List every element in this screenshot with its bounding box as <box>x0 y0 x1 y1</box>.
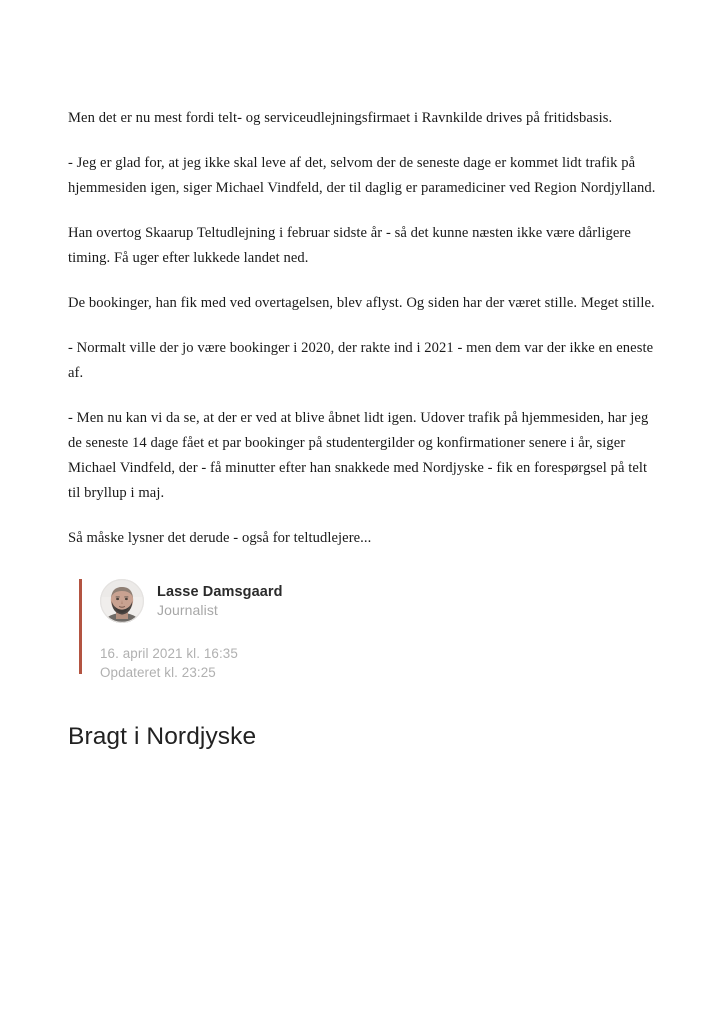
published-timestamp: 16. april 2021 kl. 16:35 <box>100 646 238 661</box>
section-heading: Bragt i Nordjyske <box>68 723 257 750</box>
author-name: Lasse Damsgaard <box>157 583 283 600</box>
author-role: Journalist <box>157 602 218 619</box>
article-paragraph: Men det er nu mest fordi telt- og serviceudlejningsfirmaet i Ravnkilde drives på fritidsbasis. <box>68 110 613 126</box>
article-body <box>68 106 656 772</box>
article-paragraph: Så måske lysner det derude - også for teltudlejere... <box>68 530 372 546</box>
article-paragraph: De bookinger, han fik med ved overtagelsen, blev aflyst. Og siden har der været stille. Meget stille. <box>68 295 655 311</box>
avatar <box>100 579 144 623</box>
article-paragraph: - Normalt ville der jo være bookinger i 2020, der rakte ind i 2021 - men dem var der ikke en eneste af. <box>68 340 654 381</box>
byline-timestamps <box>100 644 409 682</box>
article-paragraph: - Men nu kan vi da se, at der er ved at blive åbnet lidt igen. Udover trafik på hjemmesiden, har jeg de seneste 14 dage fået et par bookinger på studentergilder og konfirmationer senere i år, siger Michael Vindfeld, der - få minutter efter han snakkede med Nordjyske - fik en forespørgsel på telt til bryllup i maj. <box>68 410 649 501</box>
byline-header <box>100 577 409 625</box>
updated-timestamp: Opdateret kl. 23:25 <box>100 665 216 680</box>
author-byline <box>79 577 409 682</box>
byline-identity <box>157 585 283 618</box>
article-paragraph: - Jeg er glad for, at jeg ikke skal leve af det, selvom der de seneste dage er kommet lidt trafik på hjemmesiden igen, siger Michael Vindfeld, der til daglig er paramediciner ved Region Nordjylland. <box>68 155 656 196</box>
byline-accent-bar <box>79 579 82 674</box>
article-paragraph: Han overtog Skaarup Teltudlejning i februar sidste år - så det kunne næsten ikke være dårligere timing. Få uger efter lukkede landet ned. <box>68 225 631 266</box>
